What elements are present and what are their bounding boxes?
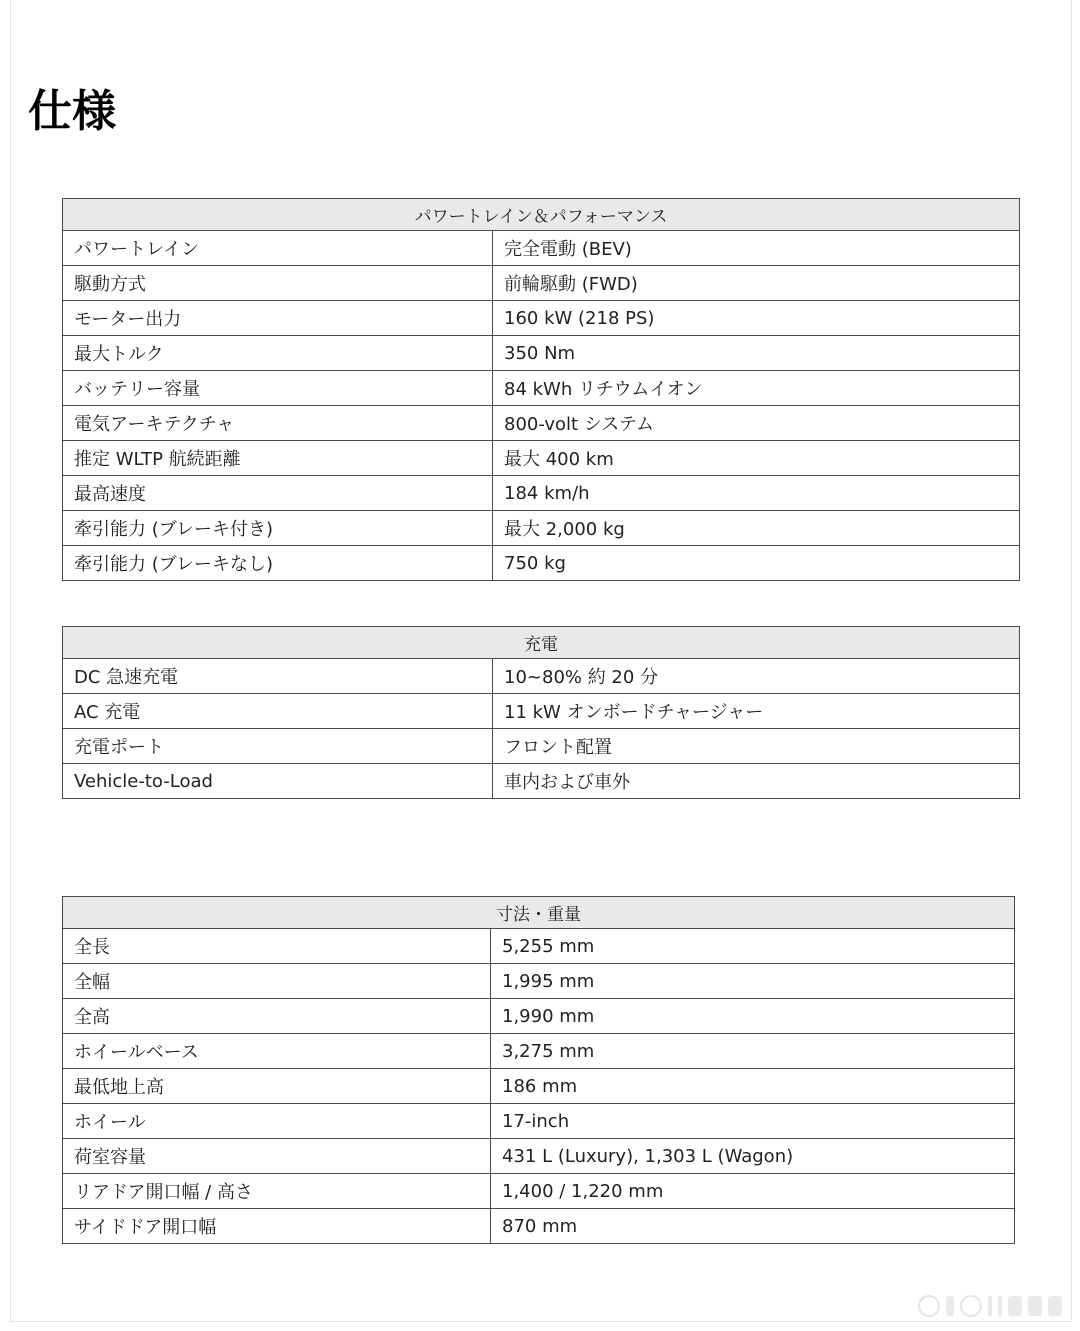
dimensions-table (62, 896, 1015, 1244)
spec-label: 最大トルク (63, 336, 493, 371)
spec-value: 186 mm (491, 1069, 1015, 1104)
spec-value: 1,400 / 1,220 mm (491, 1174, 1015, 1209)
table-row (63, 1104, 1015, 1139)
spec-value: 17-inch (491, 1104, 1015, 1139)
spec-value: 350 Nm (493, 336, 1020, 371)
spec-label: 充電ポート (63, 729, 493, 764)
spec-label: 全長 (63, 929, 491, 964)
table-header-row (63, 199, 1020, 231)
spec-value: 750 kg (493, 546, 1020, 581)
watermark-bar-icon (988, 1296, 992, 1316)
charging-header: 充電 (63, 627, 1020, 659)
spec-value: フロント配置 (493, 729, 1020, 764)
spec-label: 最高速度 (63, 476, 493, 511)
table-row (63, 764, 1020, 799)
spec-value: 184 km/h (493, 476, 1020, 511)
table-header-row (63, 627, 1020, 659)
table-row (63, 659, 1020, 694)
spec-value: 最大 400 km (493, 441, 1020, 476)
table-row (63, 511, 1020, 546)
watermark-circle-icon (918, 1295, 940, 1317)
powertrain-table (62, 198, 1020, 581)
table-header-row (63, 897, 1015, 929)
spec-label: 牽引能力 (ブレーキ付き) (63, 511, 493, 546)
spec-value: 160 kW (218 PS) (493, 301, 1020, 336)
spec-label: リアドア開口幅 / 高さ (63, 1174, 491, 1209)
table-row (63, 1174, 1015, 1209)
spec-value: 431 L (Luxury), 1,303 L (Wagon) (491, 1139, 1015, 1174)
spec-value: 870 mm (491, 1209, 1015, 1244)
spec-label: 全幅 (63, 964, 491, 999)
spec-label: 駆動方式 (63, 266, 493, 301)
spec-value: 最大 2,000 kg (493, 511, 1020, 546)
watermark (918, 1295, 1062, 1317)
spec-value: 5,255 mm (491, 929, 1015, 964)
table-row (63, 336, 1020, 371)
spec-label: DC 急速充電 (63, 659, 493, 694)
spec-label: パワートレイン (63, 231, 493, 266)
watermark-bar-icon (1008, 1296, 1022, 1316)
spec-label: ホイールベース (63, 1034, 491, 1069)
spec-label: 電気アーキテクチャ (63, 406, 493, 441)
table-row (63, 729, 1020, 764)
table-row (63, 546, 1020, 581)
spec-value: 1,995 mm (491, 964, 1015, 999)
charging-table (62, 626, 1020, 799)
spec-value: 3,275 mm (491, 1034, 1015, 1069)
watermark-circle-icon (960, 1295, 982, 1317)
dimensions-header: 寸法・重量 (63, 897, 1015, 929)
spec-value: 前輪駆動 (FWD) (493, 266, 1020, 301)
spec-label: 推定 WLTP 航続距離 (63, 441, 493, 476)
table-row (63, 266, 1020, 301)
spec-value: 800-volt システム (493, 406, 1020, 441)
page-title: 仕様 (28, 86, 116, 137)
table-row (63, 301, 1020, 336)
table-row (63, 999, 1015, 1034)
spec-value: 84 kWh リチウムイオン (493, 371, 1020, 406)
table-row (63, 231, 1020, 266)
watermark-bar-icon (998, 1296, 1002, 1316)
table-row (63, 406, 1020, 441)
watermark-bar-icon (946, 1296, 954, 1316)
spec-label: 全高 (63, 999, 491, 1034)
table-row (63, 371, 1020, 406)
spec-value: 完全電動 (BEV) (493, 231, 1020, 266)
spec-value: 11 kW オンボードチャージャー (493, 694, 1020, 729)
table-row (63, 929, 1015, 964)
spec-label: AC 充電 (63, 694, 493, 729)
spec-label: モーター出力 (63, 301, 493, 336)
table-row (63, 1069, 1015, 1104)
spec-label: 牽引能力 (ブレーキなし) (63, 546, 493, 581)
spec-value: 1,990 mm (491, 999, 1015, 1034)
watermark-bar-icon (1028, 1296, 1042, 1316)
table-row (63, 441, 1020, 476)
table-row (63, 694, 1020, 729)
spec-value: 車内および車外 (493, 764, 1020, 799)
powertrain-header: パワートレイン＆パフォーマンス (63, 199, 1020, 231)
table-row (63, 476, 1020, 511)
watermark-bar-icon (1048, 1296, 1062, 1316)
spec-label: バッテリー容量 (63, 371, 493, 406)
table-row (63, 1139, 1015, 1174)
spec-value: 10~80% 約 20 分 (493, 659, 1020, 694)
table-row (63, 1209, 1015, 1244)
table-row (63, 964, 1015, 999)
spec-label: ホイール (63, 1104, 491, 1139)
table-row (63, 1034, 1015, 1069)
spec-label: サイドドア開口幅 (63, 1209, 491, 1244)
spec-label: 荷室容量 (63, 1139, 491, 1174)
spec-label: 最低地上高 (63, 1069, 491, 1104)
spec-label: Vehicle-to-Load (63, 764, 493, 799)
